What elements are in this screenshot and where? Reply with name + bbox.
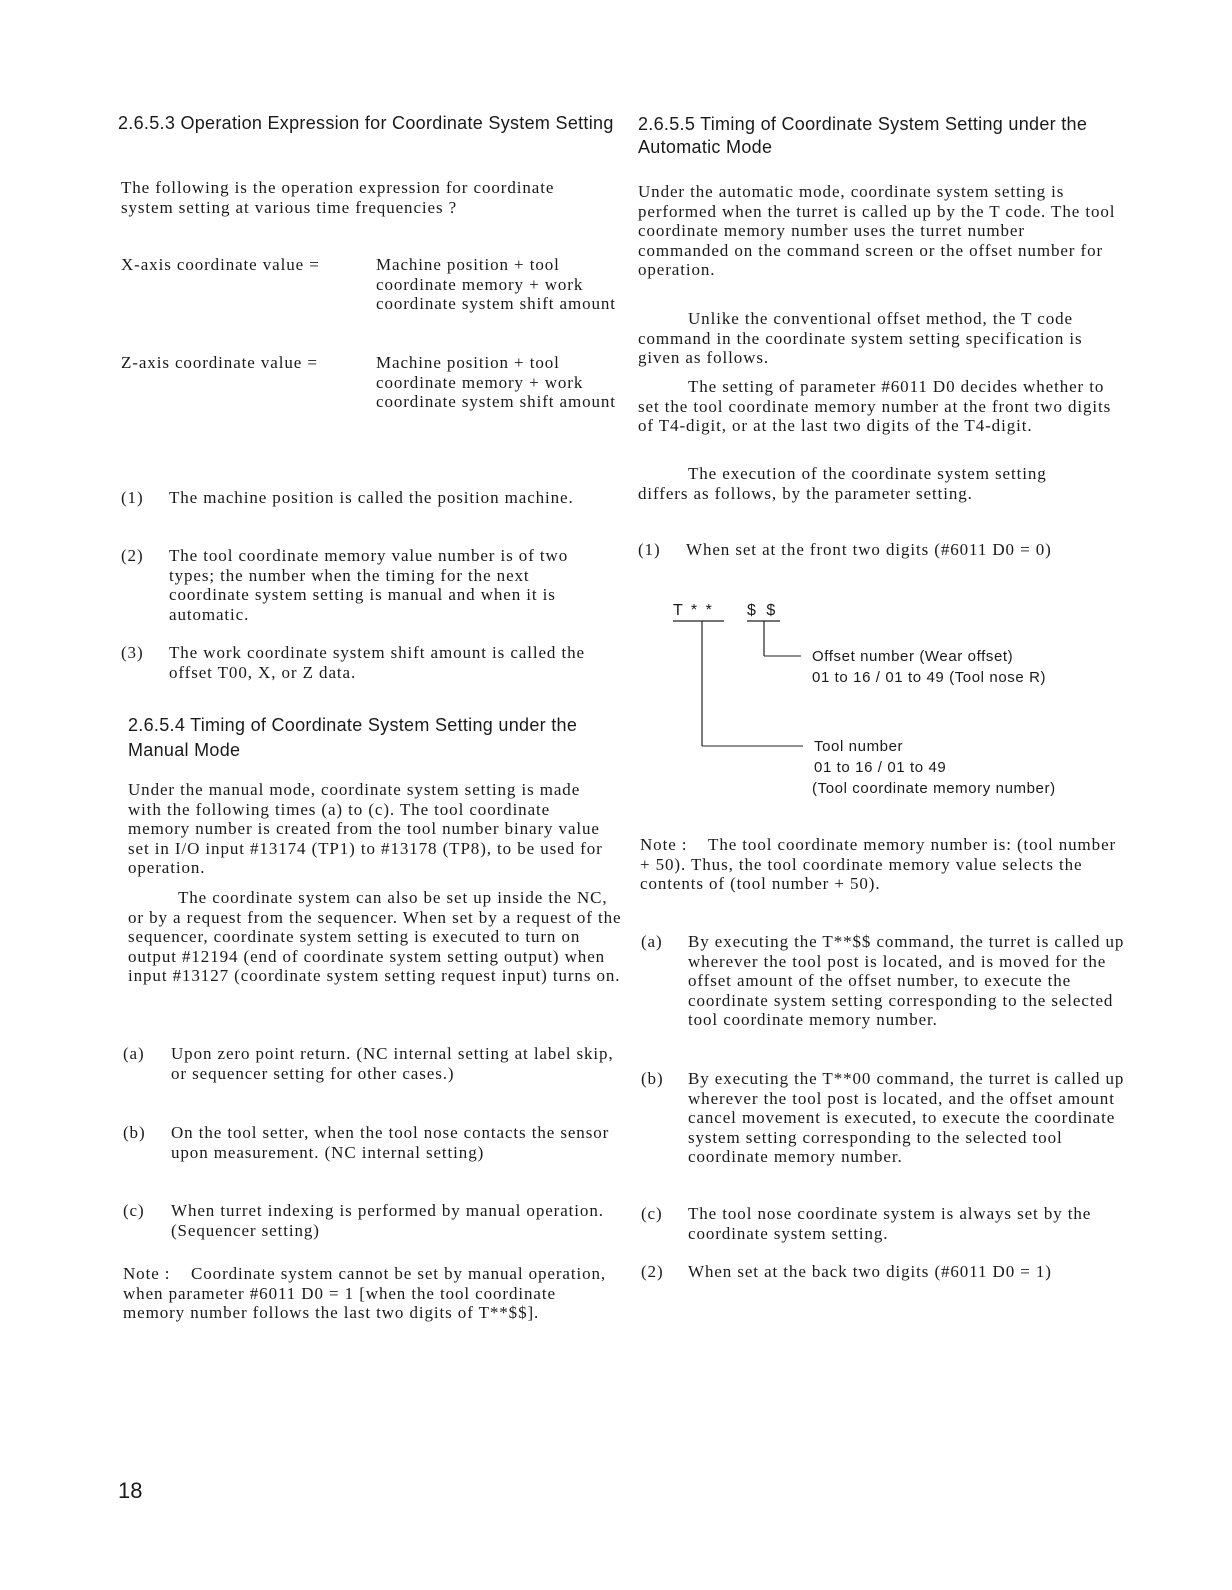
note-label: Note :: [640, 835, 688, 854]
page-number: 18: [118, 1478, 143, 1503]
tool-coordinate-memory-label: (Tool coordinate memory number): [812, 780, 1056, 797]
list-item: (b) On the tool setter, when the tool nose contacts the sensor upon measurement. (NC internal setting): [123, 1123, 610, 1162]
list-item: (a) Upon zero point return. (NC internal setting at label skip, or sequencer setting for other cases.): [123, 1044, 614, 1083]
section-2653-title: 2.6.5.3 Operation Expression for Coordinate System Setting: [118, 113, 614, 133]
auto-mode-paragraph-3: The setting of parameter #6011 D0 decides whether to set the tool coordinate memory number at the front two digits of T4-digit, or at the last two digits of the T4-digit.: [638, 377, 1112, 436]
offset-number-range: 01 to 16 / 01 to 49 (Tool nose R): [812, 669, 1047, 686]
list-item: (a) By executing the T**$$ command, the turret is called up wherever the tool post is located, and is moved for the offset amount of the offset number, to execute the coordinate system setting corresponding to the selected tool coordinate memory number.: [641, 932, 1125, 1030]
auto-mode-note: [640, 835, 1128, 894]
case-2: (2) When set at the back two digits (#6011 D0 = 1): [641, 1262, 1052, 1281]
z-axis-equation-rhs: Machine position + tool coordinate memory + work coordinate system shift amount: [376, 353, 616, 412]
z-axis-equation-label: Z-axis coordinate value =: [121, 353, 318, 372]
list-item: (1) The machine position is called the position machine.: [121, 488, 574, 507]
section-2655-title: 2.6.5.5 Timing of Coordinate System Setting under the Automatic Mode: [638, 114, 1088, 157]
note-text: The tool coordinate memory number is: (tool number + 50). Thus, the tool coordinate memory value selects the contents of (tool number + 50).: [640, 835, 1117, 894]
list-item: (3) The work coordinate system shift amount is called the offset T00, X, or Z data.: [121, 643, 585, 682]
note-text: Coordinate system cannot be set by manual operation, when parameter #6011 D0 = 1 [when the tool coordinate memory number follows the last two digits of T**$$].: [123, 1264, 607, 1323]
auto-mode-paragraph-2: Unlike the conventional offset method, the T code command in the coordinate system setting specification is given as follows.: [638, 309, 1083, 368]
dollar-digits: $ $: [747, 602, 779, 619]
offset-number-label: Offset number (Wear offset): [812, 648, 1014, 665]
list-item: (b) By executing the T**00 command, the turret is called up wherever the tool post is located, and the offset amount cancel movement is executed, to execute the coordinate system setting corresponding to the selected tool coordinate memory number.: [641, 1069, 1125, 1167]
tool-number-range: 01 to 16 / 01 to 49: [814, 759, 947, 776]
auto-mode-paragraph-4: The execution of the coordinate system setting differs as follows, by the parameter setting.: [638, 464, 1047, 503]
case-1: (1) When set at the front two digits (#6011 D0 = 0): [638, 540, 1052, 559]
x-axis-equation-rhs: Machine position + tool coordinate memory + work coordinate system shift amount: [376, 255, 616, 314]
manual-mode-paragraph-2: The coordinate system can also be set up inside the NC, or by a request from the sequencer. When set by a request of the sequencer, coordinate system setting is executed to turn on output #12194 (end of coordinate system setting output) when input #13127 (coordinate system setting request input) turns on.: [128, 888, 622, 986]
x-axis-equation-label: X-axis coordinate value =: [121, 255, 320, 274]
list-item: (2) The tool coordinate memory value number is of two types; the number when the timing for the next coordinate system setting is manual and when it is automatic.: [121, 546, 569, 624]
t-code-digits: T * *: [673, 602, 714, 619]
operation-intro: The following is the operation expression for coordinate system setting at various time frequencies ?: [121, 178, 555, 217]
auto-mode-paragraph-1: Under the automatic mode, coordinate system setting is performed when the turret is called up by the T code. The tool coordinate memory number uses the turret number commanded on the command screen or the offset number for operation.: [638, 182, 1116, 280]
tool-number-label: Tool number: [814, 738, 904, 755]
manual-mode-paragraph-1: Under the manual mode, coordinate system setting is made with the following times (a) to (c). The tool coordinate memory number is created from the tool number binary value set in I/O input #13174 (TP1) to #13178 (TP8), to be used for operation.: [128, 780, 603, 878]
note-label: Note :: [123, 1264, 171, 1283]
section-2654-title: 2.6.5.4 Timing of Coordinate System Setting under the Manual Mode: [128, 715, 578, 760]
list-item: (c) When turret indexing is performed by manual operation. (Sequencer setting): [123, 1201, 604, 1240]
list-item: (c) The tool nose coordinate system is always set by the coordinate system setting.: [641, 1204, 1092, 1243]
